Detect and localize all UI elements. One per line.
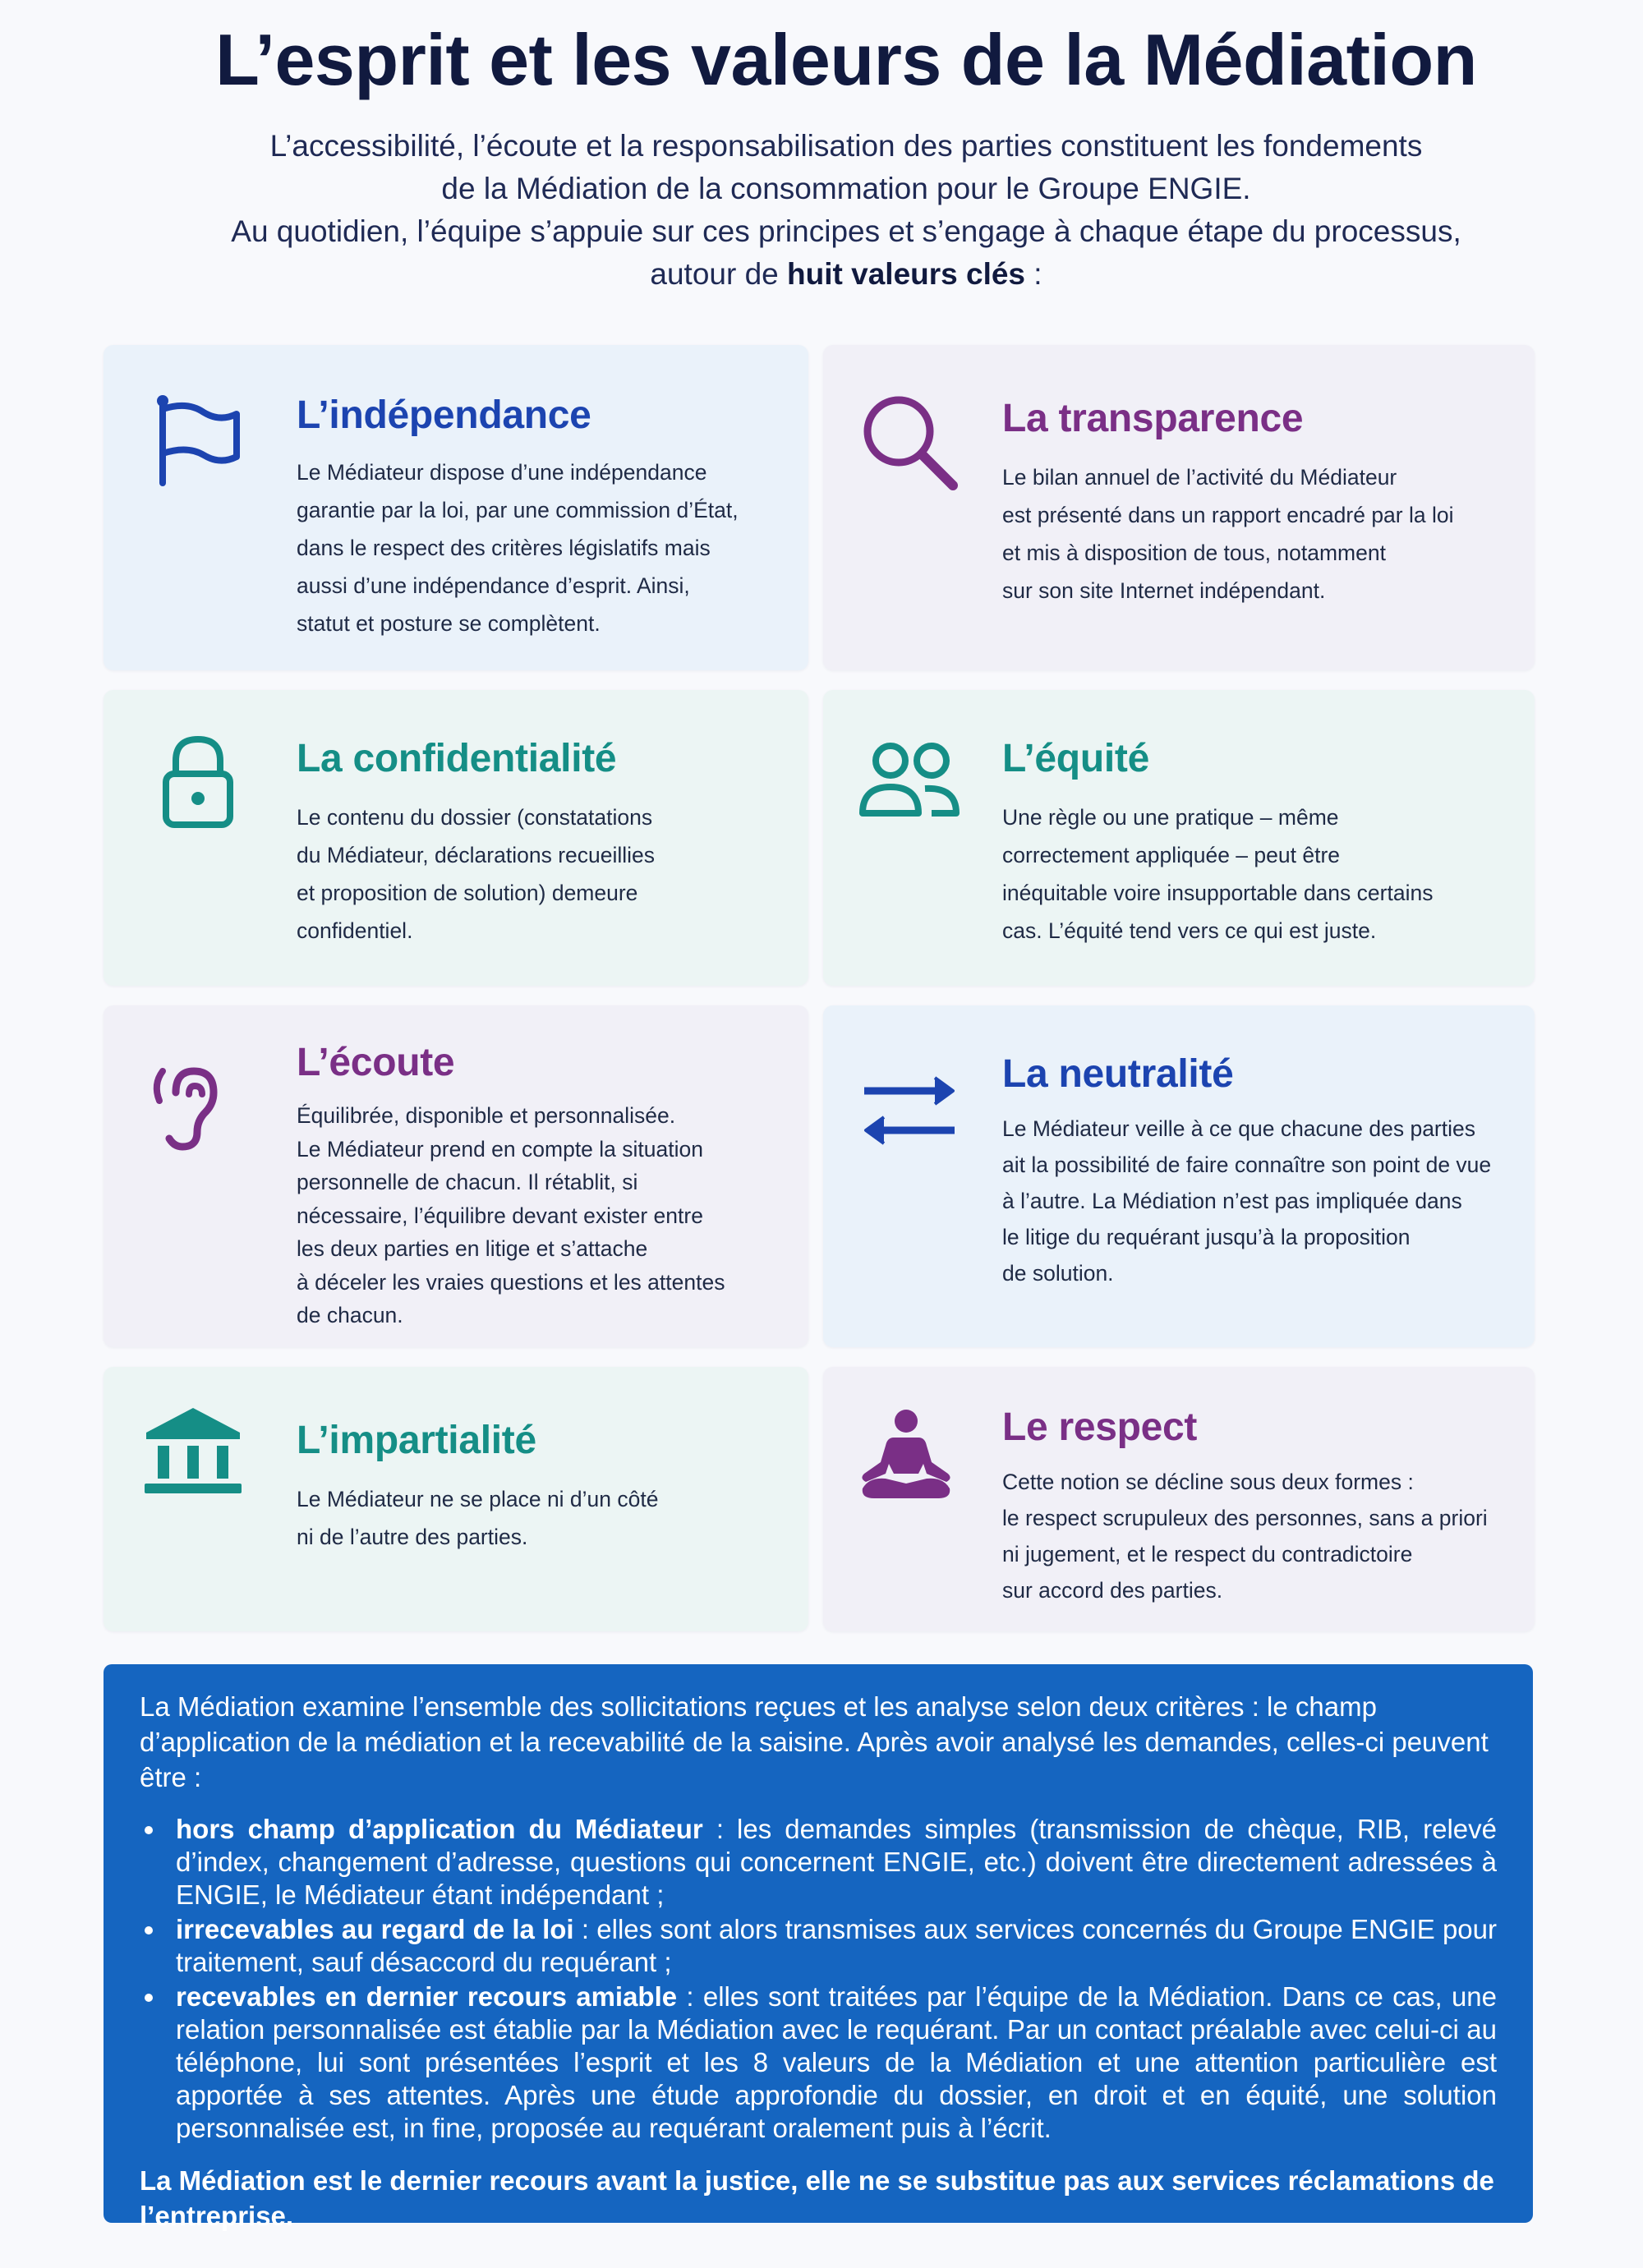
value-description	[297, 1099, 725, 1332]
description-line: statut et posture se complètent.	[297, 611, 601, 636]
process-list	[140, 1813, 1497, 2145]
value-card-equite	[823, 690, 1535, 986]
value-description	[297, 1480, 659, 1556]
value-title: La transparence	[1002, 397, 1304, 440]
description-line: à déceler les vraies questions et les attentes	[297, 1269, 725, 1295]
description-line: sur accord des parties.	[1002, 1578, 1223, 1603]
padlock-icon	[145, 728, 251, 835]
value-title: L’indépendance	[297, 393, 591, 437]
description-line: confidentiel.	[297, 918, 413, 943]
description-line: Le Médiateur ne se place ni d’un côté	[297, 1487, 659, 1511]
intro-line: L’accessibilité, l’écoute et la responsabilisation des parties constituent les fondements	[269, 129, 1423, 163]
ear-icon	[140, 1047, 246, 1153]
intro-line: de la Médiation de la consommation pour le Groupe ENGIE.	[441, 172, 1251, 205]
value-description	[1002, 458, 1454, 610]
item-heading: recevables en dernier recours amiable	[176, 1981, 678, 2012]
value-title: La neutralité	[1002, 1052, 1234, 1096]
value-description	[1002, 798, 1433, 950]
description-line: et mis à disposition de tous, notamment	[1002, 541, 1386, 565]
intro-text: autour de	[650, 257, 788, 291]
description-line: ait la possibilité de faire connaître son point de vue	[1002, 1152, 1492, 1177]
meditation-figure-icon	[853, 1403, 960, 1510]
description-line: inéquitable voire insupportable dans certains	[1002, 881, 1434, 905]
process-closing: La Médiation est le dernier recours avant la justice, elle ne se substitue pas aux services réclamations de l’entreprise.	[140, 2165, 1494, 2231]
description-line: cas. L’équité tend vers ce qui est juste.	[1002, 918, 1377, 943]
item-text: : elles sont alors transmises aux services concernés du Groupe ENGIE pour traitement, sauf désaccord du requérant ;	[176, 1914, 1497, 1977]
people-icon	[856, 728, 963, 835]
description-line: Cette notion se décline sous deux formes :	[1002, 1470, 1414, 1494]
value-card-ecoute	[104, 1005, 808, 1347]
list-item	[176, 1980, 1497, 2145]
description-line: garantie par la loi, par une commission d’État,	[297, 498, 739, 522]
description-line: Le Médiateur veille à ce que chacune des parties	[1002, 1116, 1475, 1141]
value-card-impartialite	[104, 1367, 808, 1631]
description-line: de solution.	[1002, 1261, 1114, 1286]
intro-text: :	[1025, 257, 1042, 291]
description-line: le respect scrupuleux des personnes, sans a priori	[1002, 1506, 1488, 1530]
intro-line-last	[164, 253, 1528, 296]
value-card-confidentialite	[104, 690, 808, 986]
description-line: personnelle de chacun. Il rétablit, si	[297, 1170, 638, 1194]
value-card-independance	[104, 345, 808, 670]
item-heading: hors champ d’application du Médiateur	[176, 1814, 703, 1844]
item-text: : elles sont traitées par l’équipe de la Médiation. Dans ce cas, une relation personnalisée est établie par la Médiation avec le requérant. Par un contact préalable avec celui-ci au téléphone, lui sont présentées l’esprit et les 8 valeurs de la Médiation et une attention particulière est apportée à ses attentes. Après une étude approfondie du dossier, en droit et en équité, une solution personnalisée est, in fine, proposée au requérant oralement puis à l’écrit.	[176, 1981, 1498, 2143]
list-item	[176, 1913, 1497, 1979]
value-card-neutralite	[823, 1005, 1535, 1347]
value-card-transparence	[823, 345, 1535, 670]
description-line: Une règle ou une pratique – même	[1002, 805, 1339, 830]
description-line: et proposition de solution) demeure	[297, 881, 638, 905]
magnifier-icon	[856, 390, 963, 497]
description-line: Le contenu du dossier (constatations	[297, 805, 653, 830]
description-line: dans le respect des critères législatifs mais	[297, 536, 711, 560]
value-title: La confidentialité	[297, 737, 617, 780]
value-description	[297, 453, 739, 642]
description-line: ni de l’autre des parties.	[297, 1525, 528, 1549]
item-heading: irrecevables au regard de la loi	[176, 1914, 574, 1944]
description-line: le litige du requérant jusqu’à la proposition	[1002, 1225, 1411, 1249]
institution-building-icon	[140, 1403, 246, 1510]
description-line: Le bilan annuel de l’activité du Médiateur	[1002, 465, 1397, 490]
intro-emphasis: huit valeurs clés	[787, 257, 1026, 291]
flag-icon	[145, 386, 251, 493]
page-title: L’esprit et les valeurs de la Médiation	[215, 19, 1477, 100]
item-text: : les demandes simples (transmission de chèque, RIB, relevé d’index, changement d’adresse, questions qui concernent ENGIE, etc.) doivent être directement adressées à ENGIE, le Médiateur étant indépendant ;	[176, 1814, 1497, 1910]
description-line: Équilibrée, disponible et personnalisée.	[297, 1103, 676, 1128]
description-line: correctement appliquée – peut être	[1002, 843, 1341, 867]
description-line: est présenté dans un rapport encadré par la loi	[1002, 503, 1454, 527]
list-item	[176, 1813, 1497, 1911]
description-line: aussi d’une indépendance d’esprit. Ainsi,	[297, 573, 690, 598]
process-lead: La Médiation examine l’ensemble des sollicitations reçues et les analyse selon deux critères : le champ d’application de la médiation et la recevabilité de la saisine. Après avoir analysé les demandes, celles-ci peuvent être :	[140, 1691, 1489, 1792]
description-line: Le Médiateur dispose d’une indépendance	[297, 460, 707, 485]
value-description	[297, 798, 655, 950]
value-card-respect	[823, 1367, 1535, 1631]
description-line: ni jugement, et le respect du contradictoire	[1002, 1542, 1413, 1566]
description-line: du Médiateur, déclarations recueillies	[297, 843, 656, 867]
description-line: nécessaire, l’équilibre devant exister entre	[297, 1203, 703, 1228]
value-title: L’impartialité	[297, 1419, 536, 1462]
value-title: L’écoute	[297, 1041, 455, 1084]
value-description	[1002, 1111, 1491, 1291]
intro-line: Au quotidien, l’équipe s’appuie sur ces principes et s’engage à chaque étape du processus,	[231, 214, 1461, 248]
two-way-arrows-icon	[856, 1060, 963, 1166]
intro-paragraph	[164, 125, 1528, 296]
description-line: sur son site Internet indépendant.	[1002, 578, 1326, 603]
process-panel	[104, 1664, 1533, 2231]
description-line: Le Médiateur prend en compte la situation	[297, 1136, 703, 1162]
value-title: L’équité	[1002, 737, 1149, 780]
description-line: à l’autre. La Médiation n’est pas impliquée dans	[1002, 1189, 1462, 1213]
value-description	[1002, 1464, 1488, 1608]
value-title: Le respect	[1002, 1405, 1198, 1449]
description-line: de chacun.	[297, 1303, 403, 1327]
description-line: les deux parties en litige et s’attache	[297, 1236, 648, 1261]
